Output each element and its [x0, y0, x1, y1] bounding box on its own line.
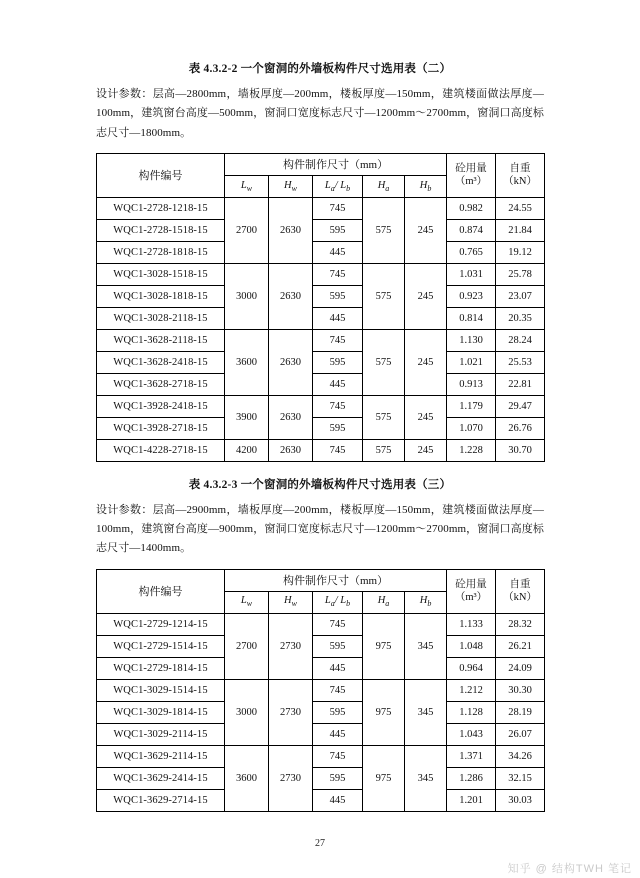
header-hw: $H_w$	[269, 175, 313, 197]
cell-code: WQC1-3629-2714-15	[97, 789, 225, 811]
cell-volume: 0.982	[447, 197, 496, 219]
watermark: 知乎 @ 结构TWH 笔记	[507, 863, 632, 875]
table-row	[97, 439, 545, 461]
cell-lw: 3000	[225, 679, 269, 745]
cell-weight: 29.47	[496, 395, 545, 417]
cell-code: WQC1-3029-2114-15	[97, 723, 225, 745]
cell-ha: 975	[363, 613, 405, 679]
cell-hw: 2730	[269, 679, 313, 745]
cell-lw: 2700	[225, 197, 269, 263]
cell-volume: 1.070	[447, 417, 496, 439]
cell-code: WQC1-3628-2118-15	[97, 329, 225, 351]
cell-weight: 22.81	[496, 373, 545, 395]
cell-volume: 1.371	[447, 745, 496, 767]
table-row	[97, 613, 545, 635]
header-self-weight-line2: （kN）	[503, 176, 537, 188]
table-row	[97, 657, 545, 679]
cell-weight: 24.55	[496, 197, 545, 219]
cell-lw: 4200	[225, 439, 269, 461]
cell-la-lb: 745	[313, 439, 363, 461]
cell-hb: 345	[405, 679, 447, 745]
header-concrete-volume-line1: 砼用量	[455, 578, 487, 590]
table-row	[97, 767, 545, 789]
cell-hw: 2730	[269, 613, 313, 679]
table-row	[97, 745, 545, 767]
cell-hb: 345	[405, 613, 447, 679]
cell-code: WQC1-3628-2718-15	[97, 373, 225, 395]
cell-weight: 24.09	[496, 657, 545, 679]
cell-volume: 0.923	[447, 285, 496, 307]
cell-volume: 1.130	[447, 329, 496, 351]
header-hb: $H_b$	[405, 175, 447, 197]
cell-hb: 245	[405, 263, 447, 329]
cell-hb: 245	[405, 329, 447, 395]
table-row	[97, 635, 545, 657]
cell-weight: 26.07	[496, 723, 545, 745]
cell-ha: 575	[363, 197, 405, 263]
header-ha: $H_a$	[363, 175, 405, 197]
cell-code: WQC1-2729-1814-15	[97, 657, 225, 679]
table-row	[97, 307, 545, 329]
header-fabrication-dims: 构件制作尺寸（mm）	[225, 569, 447, 591]
cell-weight: 30.70	[496, 439, 545, 461]
table-header-row-top	[97, 153, 545, 175]
cell-volume: 0.765	[447, 241, 496, 263]
cell-hw: 2630	[269, 439, 313, 461]
cell-weight: 19.12	[496, 241, 545, 263]
cell-la-lb: 445	[313, 657, 363, 679]
cell-volume: 1.201	[447, 789, 496, 811]
header-concrete-volume	[447, 153, 496, 197]
header-concrete-volume-line2: （m³）	[454, 592, 488, 603]
cell-weight: 28.24	[496, 329, 545, 351]
cell-la-lb: 745	[313, 613, 363, 635]
table-row	[97, 701, 545, 723]
cell-la-lb: 595	[313, 767, 363, 789]
page-content	[96, 60, 544, 812]
cell-weight: 20.35	[496, 307, 545, 329]
cell-code: WQC1-3928-2418-15	[97, 395, 225, 417]
cell-code: WQC1-3029-1514-15	[97, 679, 225, 701]
cell-ha: 575	[363, 439, 405, 461]
cell-la-lb: 445	[313, 241, 363, 263]
table-row	[97, 395, 545, 417]
table-row	[97, 789, 545, 811]
cell-code: WQC1-3028-2118-15	[97, 307, 225, 329]
cell-hw: 2630	[269, 263, 313, 329]
cell-volume: 1.048	[447, 635, 496, 657]
cell-volume: 0.913	[447, 373, 496, 395]
cell-code: WQC1-3028-1518-15	[97, 263, 225, 285]
cell-weight: 28.19	[496, 701, 545, 723]
table-row	[97, 219, 545, 241]
cell-hw: 2630	[269, 329, 313, 395]
header-lw: $L_w$	[225, 175, 269, 197]
cell-hw: 2730	[269, 745, 313, 811]
cell-code: WQC1-3028-1818-15	[97, 285, 225, 307]
cell-la-lb: 745	[313, 679, 363, 701]
cell-code: WQC1-2729-1214-15	[97, 613, 225, 635]
cell-lw: 3900	[225, 395, 269, 439]
cell-la-lb: 745	[313, 263, 363, 285]
cell-weight: 28.32	[496, 613, 545, 635]
cell-weight: 30.03	[496, 789, 545, 811]
cell-ha: 575	[363, 395, 405, 439]
header-concrete-volume-line1: 砼用量	[455, 163, 487, 175]
header-self-weight-line2: （kN）	[503, 592, 537, 603]
header-la-lb: $L_a/$ $L_b$	[313, 591, 363, 613]
cell-hb: 345	[405, 745, 447, 811]
cell-la-lb: 745	[313, 329, 363, 351]
cell-code: WQC1-3928-2718-15	[97, 417, 225, 439]
cell-ha: 575	[363, 329, 405, 395]
header-component-code: 构件编号	[97, 153, 225, 197]
cell-hw: 2630	[269, 197, 313, 263]
cell-volume: 1.128	[447, 701, 496, 723]
cell-weight: 21.84	[496, 219, 545, 241]
table-row	[97, 679, 545, 701]
header-self-weight	[496, 569, 545, 613]
cell-volume: 1.212	[447, 679, 496, 701]
cell-volume: 1.031	[447, 263, 496, 285]
header-fabrication-dims: 构件制作尺寸（mm）	[225, 153, 447, 175]
table-title-1: 表 4.3.2-2 一个窗洞的外墙板构件尺寸选用表（二）	[188, 63, 452, 75]
cell-weight: 25.53	[496, 351, 545, 373]
cell-la-lb: 595	[313, 635, 363, 657]
cell-code: WQC1-2728-1518-15	[97, 219, 225, 241]
header-concrete-volume-line2: （m³）	[454, 176, 488, 188]
cell-volume: 0.874	[447, 219, 496, 241]
header-lw: $L_w$	[225, 591, 269, 613]
cell-la-lb: 445	[313, 307, 363, 329]
table-row	[97, 241, 545, 263]
cell-code: WQC1-3029-1814-15	[97, 701, 225, 723]
cell-weight: 30.30	[496, 679, 545, 701]
cell-ha: 975	[363, 679, 405, 745]
cell-lw: 3600	[225, 329, 269, 395]
cell-weight: 23.07	[496, 285, 545, 307]
cell-la-lb: 595	[313, 701, 363, 723]
cell-code: WQC1-2729-1514-15	[97, 635, 225, 657]
cell-volume: 1.133	[447, 613, 496, 635]
cell-code: WQC1-3629-2414-15	[97, 767, 225, 789]
header-component-code: 构件编号	[97, 569, 225, 613]
cell-ha: 575	[363, 263, 405, 329]
cell-hb: 245	[405, 439, 447, 461]
table-row	[97, 417, 545, 439]
cell-la-lb: 595	[313, 417, 363, 439]
cell-volume: 1.286	[447, 767, 496, 789]
cell-volume: 1.228	[447, 439, 496, 461]
cell-lw: 2700	[225, 613, 269, 679]
cell-ha: 975	[363, 745, 405, 811]
cell-la-lb: 595	[313, 285, 363, 307]
cell-code: WQC1-3629-2114-15	[97, 745, 225, 767]
header-self-weight-line1: 自重	[509, 163, 531, 175]
table-row	[97, 329, 545, 351]
cell-code: WQC1-4228-2718-15	[97, 439, 225, 461]
cell-weight: 26.21	[496, 635, 545, 657]
cell-code: WQC1-2728-1218-15	[97, 197, 225, 219]
header-self-weight-line1: 自重	[509, 578, 531, 590]
cell-weight: 25.78	[496, 263, 545, 285]
cell-weight: 34.26	[496, 745, 545, 767]
cell-lw: 3000	[225, 263, 269, 329]
table-row	[97, 351, 545, 373]
cell-lw: 3600	[225, 745, 269, 811]
table-header-row-top	[97, 569, 545, 591]
table-row	[97, 723, 545, 745]
spec-table-2	[96, 569, 545, 812]
page-number: 27	[315, 838, 325, 849]
table-row	[97, 197, 545, 219]
cell-volume: 0.814	[447, 307, 496, 329]
cell-la-lb: 595	[313, 219, 363, 241]
table-row	[97, 285, 545, 307]
cell-hw: 2630	[269, 395, 313, 439]
cell-weight: 32.15	[496, 767, 545, 789]
cell-la-lb: 745	[313, 197, 363, 219]
cell-code: WQC1-3628-2418-15	[97, 351, 225, 373]
cell-la-lb: 445	[313, 789, 363, 811]
cell-la-lb: 745	[313, 395, 363, 417]
cell-volume: 1.021	[447, 351, 496, 373]
table-row	[97, 373, 545, 395]
cell-volume: 0.964	[447, 657, 496, 679]
header-self-weight	[496, 153, 545, 197]
cell-la-lb: 445	[313, 373, 363, 395]
header-hw: $H_w$	[269, 591, 313, 613]
design-params-2: 设计参数：层高—2900mm，墙板厚度—200mm，楼板厚度—150mm，建筑楼面做法厚度—100mm，建筑窗台高度—900mm，窗洞口宽度标志尺寸—1200mm～2700mm，窗洞口高度标志尺寸—1400mm。	[96, 503, 544, 555]
cell-la-lb: 445	[313, 723, 363, 745]
cell-la-lb: 595	[313, 351, 363, 373]
header-la-lb: $L_a/$ $L_b$	[313, 175, 363, 197]
cell-hb: 245	[405, 395, 447, 439]
table-title-2: 表 4.3.2-3 一个窗洞的外墙板构件尺寸选用表（三）	[188, 478, 452, 491]
design-params-1: 设计参数：层高—2800mm，墙板厚度—200mm，楼板厚度—150mm，建筑楼面做法厚度—100mm，建筑窗台高度—500mm，窗洞口宽度标志尺寸—1200mm～2700mm，窗洞口高度标志尺寸—1800mm。	[96, 88, 544, 139]
cell-volume: 1.043	[447, 723, 496, 745]
table-row	[97, 263, 545, 285]
cell-la-lb: 745	[313, 745, 363, 767]
cell-code: WQC1-2728-1818-15	[97, 241, 225, 263]
header-hb: $H_b$	[405, 591, 447, 613]
header-ha: $H_a$	[363, 591, 405, 613]
cell-weight: 26.76	[496, 417, 545, 439]
spec-table-1	[96, 153, 545, 462]
cell-volume: 1.179	[447, 395, 496, 417]
cell-hb: 245	[405, 197, 447, 263]
header-concrete-volume	[447, 569, 496, 613]
